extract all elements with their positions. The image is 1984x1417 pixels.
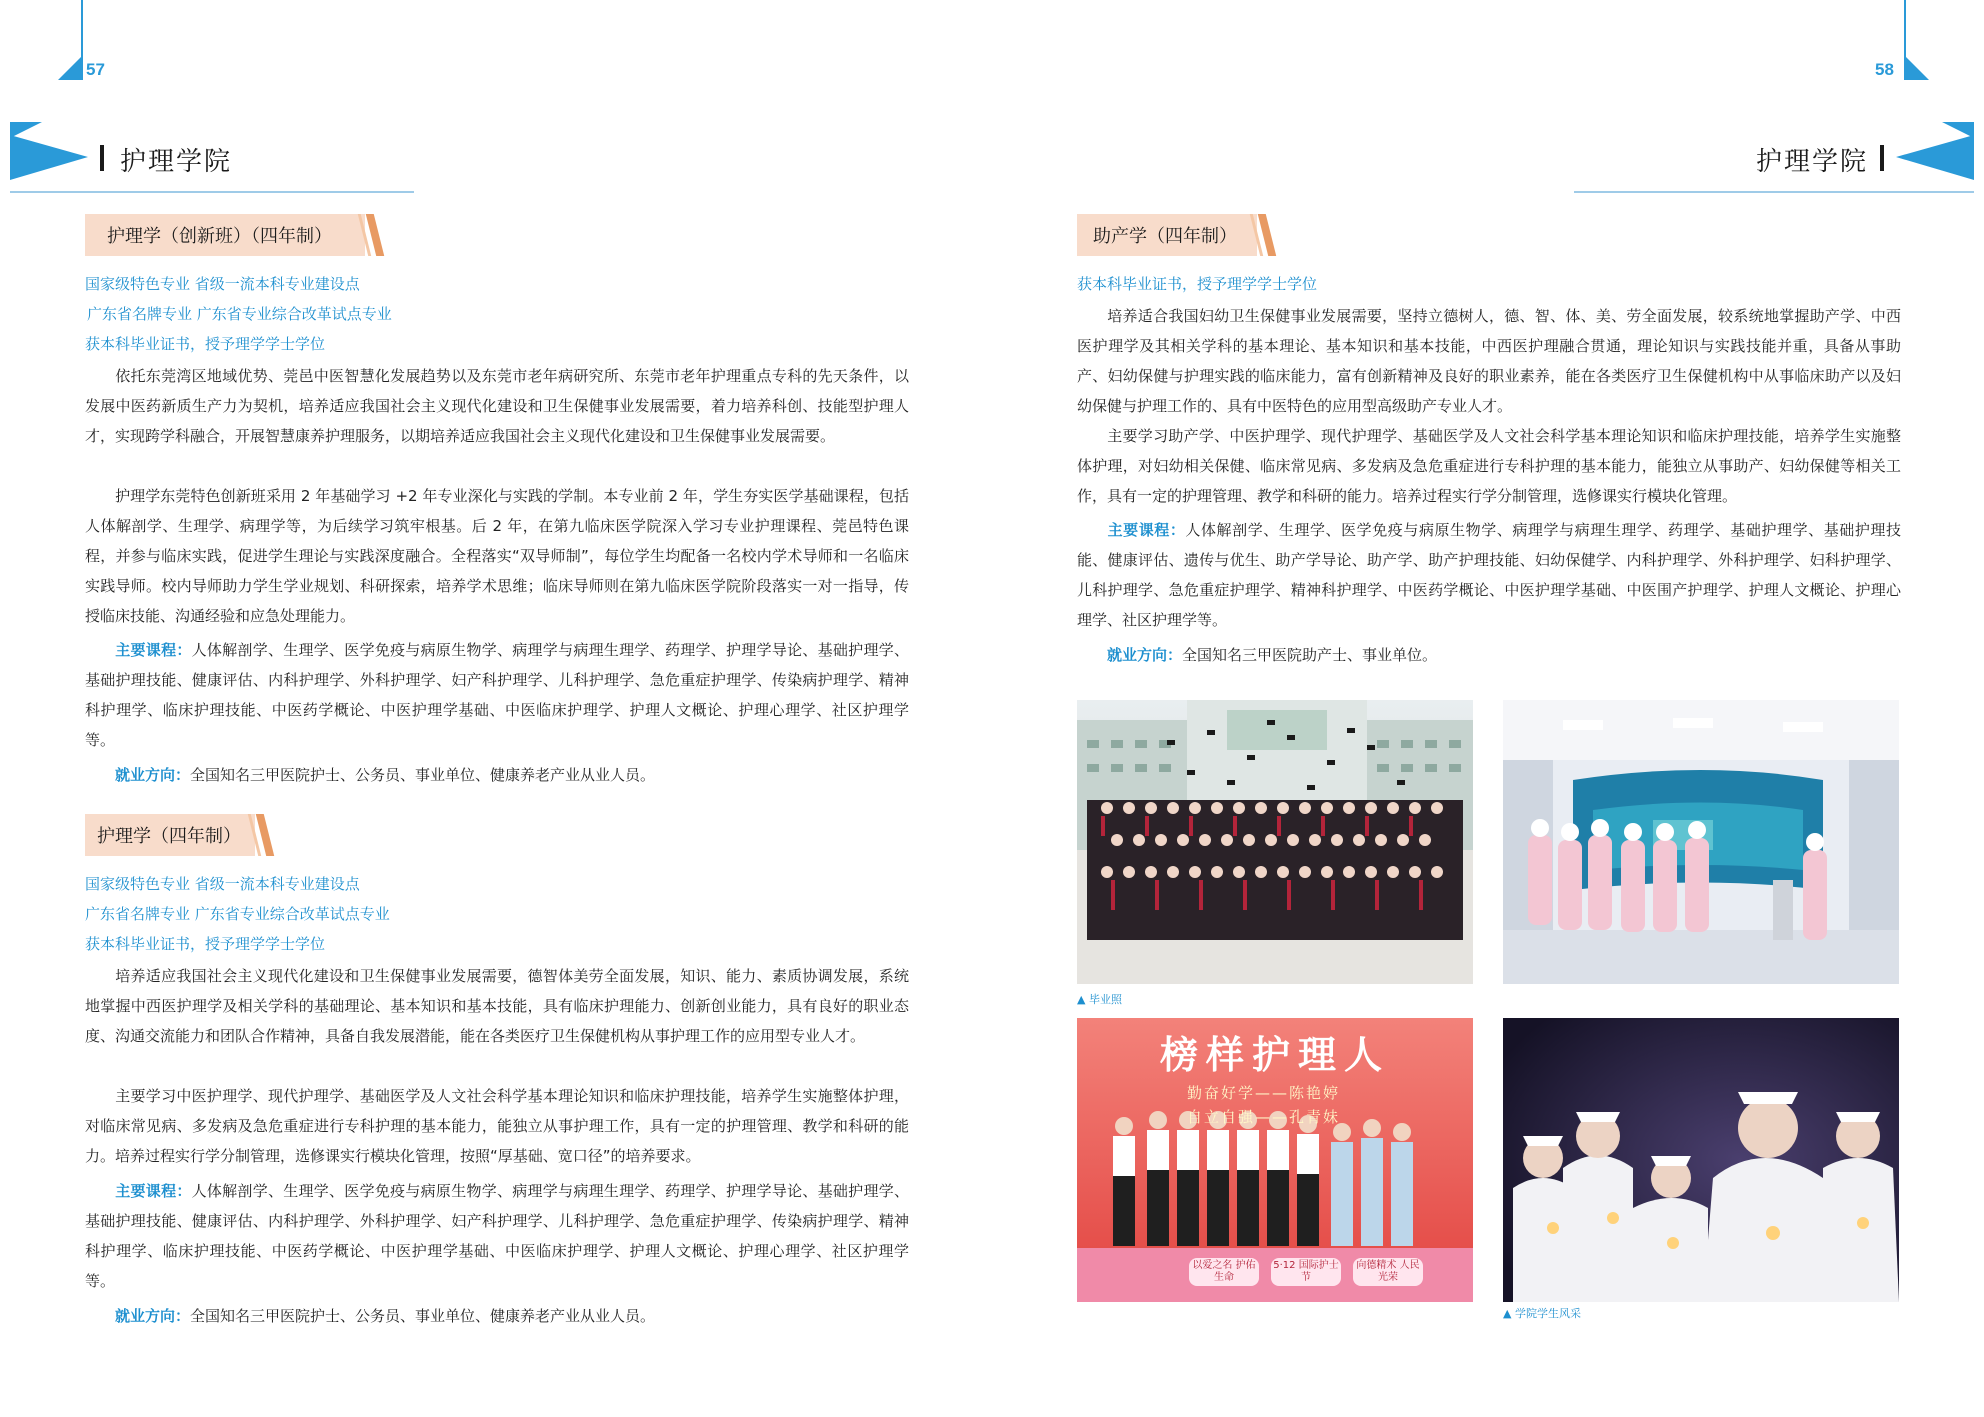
page-number-left: 57 — [86, 60, 105, 79]
career-paragraph: 就业方向：全国知名三甲医院护士、公务员、事业单位、健康养老产业从业人员。 — [115, 1307, 656, 1325]
graduation-photo — [1077, 700, 1473, 984]
banner-title: 榜样护理人 — [1159, 1032, 1390, 1077]
banner-line: 勤奋好学——陈艳婷 — [1187, 1084, 1341, 1102]
banner-badge: 以爱之名 护佑生命 — [1189, 1258, 1259, 1286]
tag-line: 广东省名牌专业 广东省专业综合改革试点专业 — [85, 905, 390, 923]
courses-label: 主要课程： — [1107, 521, 1186, 539]
career-paragraph: 就业方向：全国知名三甲医院助产士、事业单位。 — [1107, 646, 1438, 664]
career-label: 就业方向： — [1107, 646, 1183, 664]
career-label: 就业方向： — [115, 766, 191, 784]
tag-line: 广东省名牌专业 广东省专业综合改革试点专业 — [87, 305, 392, 323]
courses-label: 主要课程： — [115, 641, 192, 659]
paragraph: 主要学习中医护理学、现代护理学、基础医学及人文社会科学基本理论知识和临床护理技能，培养学生实施整体护理，对临床常见病、多发病及急危重症进行专科护理的基本能力，能独立从事护理工作，具有一定的护理管理、教学和科研的能力。培养过程实行学分制管理，选修课实行模块化管理，按照“厚基础、宽口径”的培养要求。 — [85, 1087, 909, 1165]
paragraph: 培养适合我国妇幼卫生保健事业发展需要，坚持立德树人，德、智、体、美、劳全面发展，较系统地掌握助产学、中西医护理学及其相关学科的基本理论、基本知识和基本技能，中西医护理融合贯通，理论知识与实践技能并重，具备从事助产、妇幼保健与护理实践的临床能力，富有创新精神及良好的职业素养，能在各类医疗卫生保健机构中从事临床助产以及妇幼保健与护理工作的、具有中医特色的应用型高级助产专业人才。 — [1077, 307, 1901, 415]
paragraph: 主要学习助产学、中医护理学、现代护理学、基础医学及人文社会科学基本理论知识和临床护理技能，培养学生实施整体护理，对妇幼相关保健、临床常见病、多发病及急危重症进行专科护理的基本能力，能独立从事助产、妇幼保健等相关工作，具有一定的护理管理、教学和科研的能力。培养过程实行学分制管理，选修课实行模块化管理。 — [1077, 427, 1901, 505]
paragraph: 培养适应我国社会主义现代化建设和卫生保健事业发展需要，德智体美劳全面发展，知识、能力、素质协调发展，系统地掌握中西医护理学及相关学科的基础理论、基本知识和基本技能，具有临床护理能力、创新创业能力，具有良好的职业态度、沟通交流能力和团队合作精神，具备自我发展潜能，能在各类医疗卫生保健机构从事护理工作的应用型专业人才。 — [85, 967, 909, 1045]
courses-paragraph: 主要课程：人体解剖学、生理学、医学免疫与病原生物学、病理学与病理生理学、药理学、护理学导论、基础护理学、基础护理技能、健康评估、内科护理学、外科护理学、妇产科护理学、儿科护理学、急危重症护理学、传染病护理学、精神科护理学、临床护理技能、中医药学概论、中医护理学基础、中医临床护理学、护理人文概论、护理心理学、社区护理学等。 — [85, 1182, 909, 1290]
header-bar-right — [1880, 145, 1884, 171]
header-bar-left — [100, 145, 104, 171]
role-model-nurses-photo — [1077, 1018, 1473, 1302]
courses-label: 主要课程： — [115, 1182, 192, 1200]
tag-line: 国家级特色专业 省级一流本科专业建设点 — [85, 875, 360, 893]
page-title-right: 护理学院 — [1756, 147, 1869, 177]
career-label: 就业方向： — [115, 1307, 191, 1325]
paragraph: 依托东莞湾区地域优势、莞邑中医智慧化发展趋势以及东莞市老年病研究所、东莞市老年护理重点专科的先天条件，以发展中医药新质生产力为契机，培养适应我国社会主义现代化建设和卫生保健事业发展需要，着力培养科创、技能型护理人才，实现跨学科融合，开展智慧康养护理服务，以期培养适应我国社会主义现代化建设和卫生保健事业发展需要。 — [85, 367, 909, 445]
section-tab-nursing-innovation — [85, 214, 385, 256]
banner-line: 自立自强——孔青妹 — [1187, 1108, 1341, 1126]
page-number-right: 58 — [1875, 60, 1894, 79]
section-title: 护理学（四年制） — [97, 826, 241, 847]
training-room-photo — [1503, 700, 1899, 984]
courses-paragraph: 主要课程：人体解剖学、生理学、医学免疫与病原生物学、病理学与病理生理学、药理学、护理学导论、基础护理学、基础护理技能、健康评估、内科护理学、外科护理学、妇产科护理学、儿科护理学、急危重症护理学、传染病护理学、精神科护理学、临床护理技能、中医药学概论、中医护理学基础、中医临床护理学、护理人文概论、护理心理学、社区护理学等。 — [85, 641, 909, 749]
page-decorations — [0, 0, 1984, 200]
tag-line: 国家级特色专业 省级一流本科专业建设点 — [85, 275, 360, 293]
tag-line: 获本科毕业证书，授予理学学士学位 — [1077, 275, 1318, 293]
courses-paragraph: 主要课程：人体解剖学、生理学、医学免疫与病原生物学、病理学与病理生理学、药理学、基础护理学、基础护理技能、健康评估、遗传与优生、助产学导论、助产学、助产护理技能、妇幼保健学、内科护理学、外科护理学、妇科护理学、儿科护理学、急危重症护理学、精神科护理学、中医药学概论、中医护理学基础、中医围产护理学、护理人文概论、护理心理学、社区护理学等。 — [1077, 521, 1901, 629]
section-title: 护理学（创新班）（四年制） — [107, 226, 332, 247]
tag-line: 获本科毕业证书，授予理学学士学位 — [85, 335, 326, 353]
banner-badge: 5·12 国际护士节 — [1271, 1258, 1341, 1286]
paragraph: 护理学东莞特色创新班采用 2 年基础学习 +2 年专业深化与实践的学制。本专业前 2 年，学生夯实医学基础课程，包括人体解剖学、生理学、病理学等，为后续学习筑牢根基。后 2 年，在第九临床医学院深入学习专业护理课程、莞邑特色课程，并参与临床实践，促进学生理论与实践深度融合。全程落实“双导师制”，每位学生均配备一名校内学术导师和一名临床实践导师。校内导师助力学生学业规划、科研探索，培养学术思维；临床导师则在第九临床医学院阶段落实一对一指导，传授临床技能、沟通经验和应急处理能力。 — [85, 487, 909, 625]
section-tab-midwifery — [1077, 214, 1287, 256]
section-tab-nursing — [85, 814, 285, 856]
banner-badge: 向德精术 人民光荣 — [1353, 1258, 1423, 1286]
capping-ceremony-photo — [1503, 1018, 1899, 1302]
tag-line: 获本科毕业证书，授予理学学士学位 — [85, 935, 326, 953]
career-paragraph: 就业方向：全国知名三甲医院护士、公务员、事业单位、健康养老产业从业人员。 — [115, 766, 656, 784]
photo-caption: ▲ 学院学生风采 — [1503, 1307, 1581, 1320]
photo-caption: ▲ 毕业照 — [1077, 993, 1122, 1006]
page-title-left: 护理学院 — [120, 147, 233, 177]
section-title: 助产学（四年制） — [1093, 226, 1237, 247]
